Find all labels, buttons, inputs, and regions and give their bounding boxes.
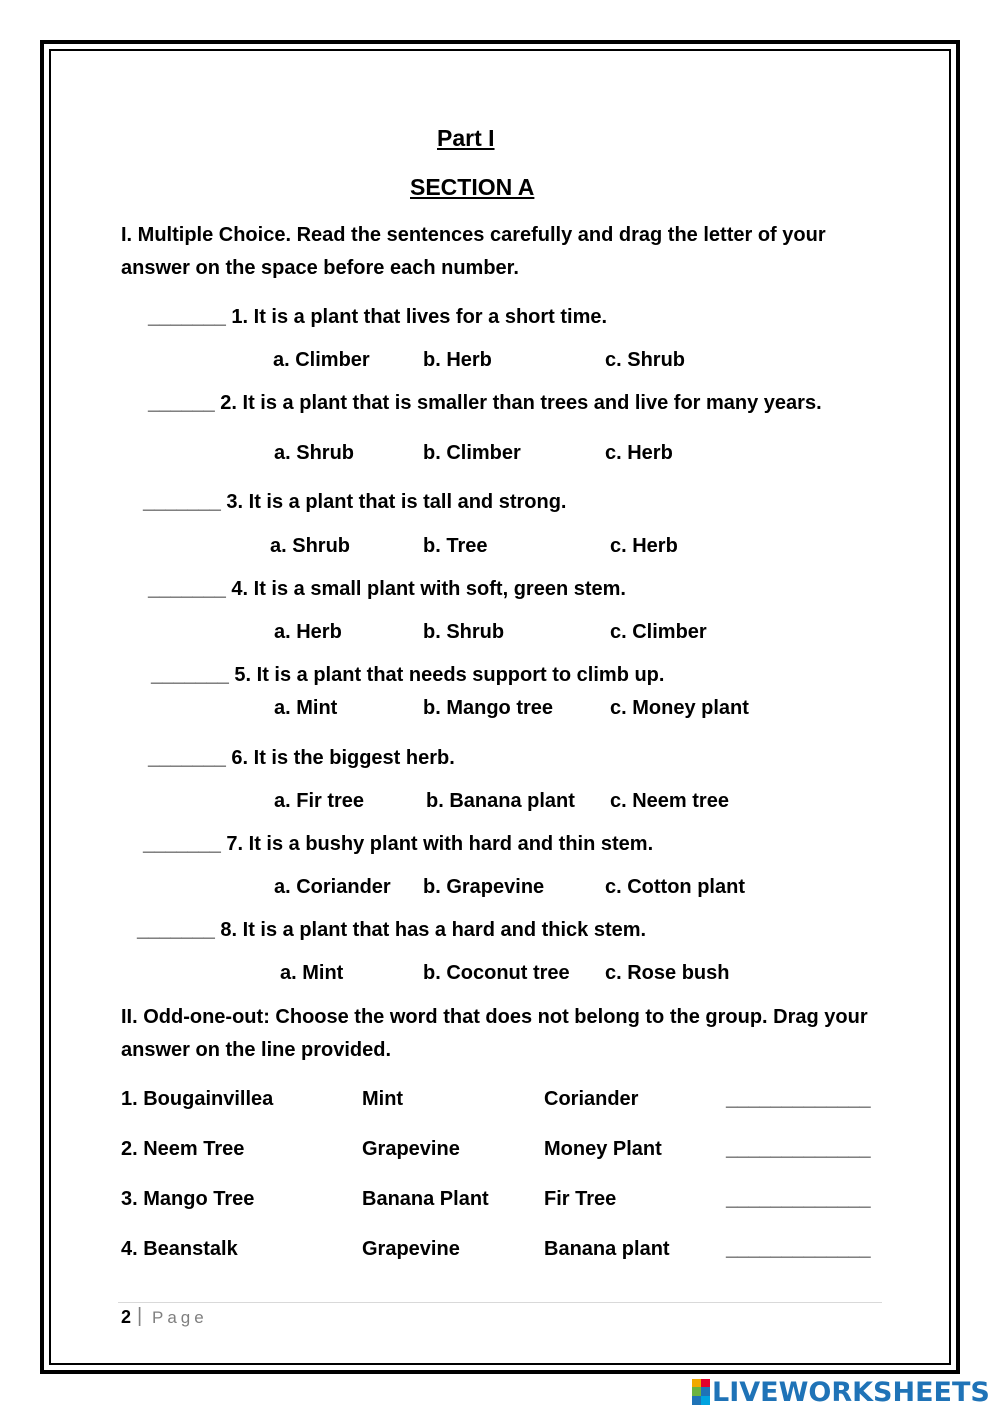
question-6-option-a[interactable]: a. Fir tree [274,790,365,812]
question-8-option-a[interactable]: a. Mint [280,962,344,984]
question-1-option-b[interactable]: b. Herb [423,349,492,371]
question-3-option-a[interactable]: a. Shrub [270,535,351,557]
odd-row-2-word-1[interactable]: 2. Neem Tree [121,1138,245,1160]
question-3-option-b[interactable]: b. Tree [423,535,488,557]
question-4-option-b[interactable]: b. Shrub [423,621,505,643]
watermark-text: LIVEWORKSHEETS [712,1376,990,1408]
section-title: SECTION A [410,174,535,200]
question-1-option-a[interactable]: a. Climber [273,349,370,371]
question-7-option-a[interactable]: a. Coriander [274,876,391,898]
page-number: 2 [121,1307,132,1327]
odd-row-3-word-3[interactable]: Fir Tree [544,1188,617,1210]
part-title: Part I [437,125,495,151]
question-2-option-b[interactable]: b. Climber [423,442,521,464]
odd-row-4-word-2[interactable]: Grapevine [362,1238,460,1260]
odd-row-1-word-1[interactable]: 1. Bougainvillea [121,1088,274,1110]
question-1-option-c[interactable]: c. Shrub [605,349,686,371]
odd-row-1-word-2[interactable]: Mint [362,1088,404,1110]
odd-row-3-answer-blank[interactable]: _____________ [726,1188,871,1210]
question-2-option-c[interactable]: c. Herb [605,442,673,464]
question-6-option-c[interactable]: c. Neem tree [610,790,729,812]
footer-divider [118,1302,882,1303]
question-8-option-b[interactable]: b. Coconut tree [423,962,570,984]
question-5-option-b[interactable]: b. Mango tree [423,697,554,719]
question-6-option-b[interactable]: b. Banana plant [426,790,575,812]
odd-row-4-answer-blank[interactable]: _____________ [726,1238,871,1260]
odd-row-2-word-2[interactable]: Grapevine [362,1138,460,1160]
odd-row-2-word-3[interactable]: Money Plant [544,1138,662,1160]
liveworksheets-logo-icon [692,1379,710,1405]
question-3[interactable]: _______ 3. It is a plant that is tall and strong. [143,491,567,513]
question-4[interactable]: _______ 4. It is a small plant with soft, green stem. [148,578,626,600]
odd-row-4-word-3[interactable]: Banana plant [544,1238,670,1260]
page-separator: | [137,1305,143,1327]
odd-row-3-word-1[interactable]: 3. Mango Tree [121,1188,255,1210]
question-7[interactable]: _______ 7. It is a bushy plant with hard and thin stem. [143,833,654,855]
odd-row-4-word-1[interactable]: 4. Beanstalk [121,1238,238,1260]
question-5-option-c[interactable]: c. Money plant [610,697,749,719]
question-3-option-c[interactable]: c. Herb [610,535,678,557]
question-2[interactable]: ______ 2. It is a plant that is smaller than trees and live for many years. [148,392,822,414]
question-2-option-a[interactable]: a. Shrub [274,442,355,464]
question-1[interactable]: _______ 1. It is a plant that lives for a short time. [148,306,608,328]
question-4-option-a[interactable]: a. Herb [274,621,342,643]
section1-instruction: I. Multiple Choice. Read the sentences carefully and drag the letter of your answer on the space before each number. [121,224,826,279]
odd-row-3-word-2[interactable]: Banana Plant [362,1188,489,1210]
odd-row-1-word-3[interactable]: Coriander [544,1088,639,1110]
section2-instruction: II. Odd-one-out: Choose the word that does not belong to the group. Drag your answer on the line provided. [121,1006,868,1061]
question-5-option-a[interactable]: a. Mint [274,697,338,719]
question-6[interactable]: _______ 6. It is the biggest herb. [148,747,455,769]
question-4-option-c[interactable]: c. Climber [610,621,707,643]
question-8[interactable]: _______ 8. It is a plant that has a hard and thick stem. [137,919,647,941]
question-5[interactable]: _______ 5. It is a plant that needs support to climb up. [151,664,665,686]
question-7-option-b[interactable]: b. Grapevine [423,876,545,898]
odd-row-2-answer-blank[interactable]: _____________ [726,1138,871,1160]
question-8-option-c[interactable]: c. Rose bush [605,962,730,984]
odd-row-1-answer-blank[interactable]: _____________ [726,1088,871,1110]
liveworksheets-watermark [692,1378,990,1406]
question-7-option-c[interactable]: c. Cotton plant [605,876,745,898]
page-label: Page [152,1308,208,1327]
